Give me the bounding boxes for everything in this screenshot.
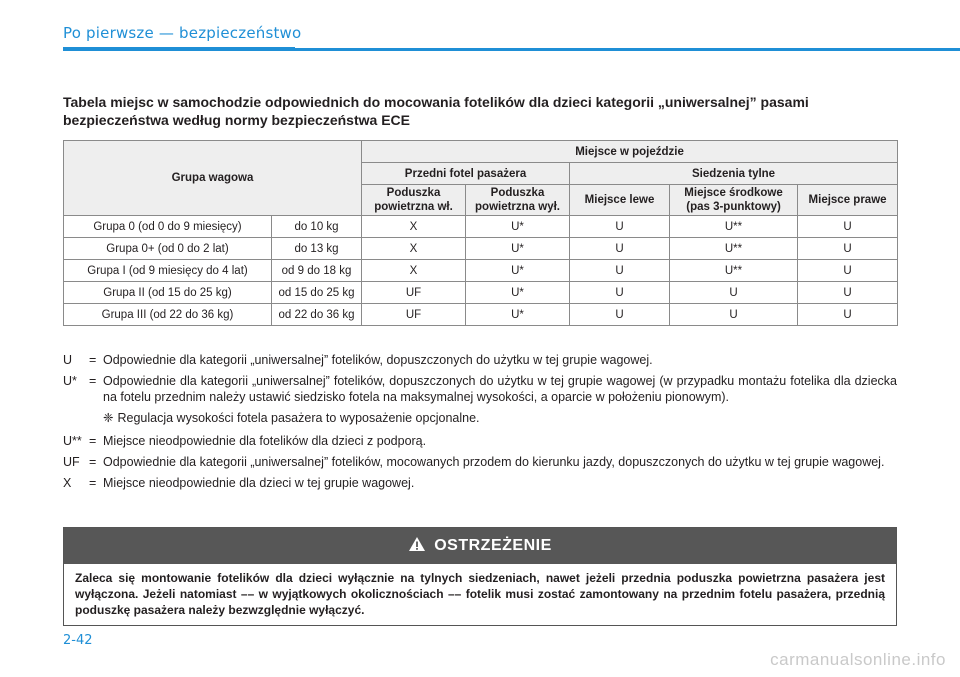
table-cell: U** (670, 238, 798, 260)
table-cell: Grupa 0 (od 0 do 9 miesięcy) (64, 216, 272, 238)
legend-item (63, 352, 897, 368)
table-cell: U* (466, 238, 570, 260)
warning-body: Zaleca się montowanie fotelików dla dzieci wyłącznie na tylnych siedzeniach, nawet jeżeli przednia poduszka powietrzna pasażera jest wyłączona. Jeżeli natomiast –– w wyjątkowych okolicznościach –– fotelik musi zostać zamontowany na przednim fotelu pasażera, przednią poduszkę pasażera należy bezwzględnie wyłączyć. (75, 571, 885, 617)
table-cell: U* (466, 260, 570, 282)
table-cell: X (362, 238, 466, 260)
table-cell: U (570, 304, 670, 326)
front-header: Przedni fotel pasażera (362, 163, 570, 185)
table-cell: U (798, 260, 898, 282)
table-cell: do 10 kg (272, 216, 362, 238)
table-title: Tabela miejsc w samochodzie odpowiednich do mocowania fotelików dla dzieci kategorii „uniwersalnej” pasami bezpieczeństwa według normy bezpieczeństwa ECE (63, 94, 809, 128)
table-cell: U (570, 260, 670, 282)
table-row (64, 216, 898, 238)
legend-eq: = (89, 353, 97, 367)
legend (63, 352, 897, 496)
table-cell: U** (670, 216, 798, 238)
sub-header: Miejsce lewe (570, 185, 670, 216)
note-mark-icon: ❈ (103, 411, 114, 425)
table-cell: U (670, 282, 798, 304)
table-cell: U (798, 238, 898, 260)
watermark: carmanualsonline.info (770, 650, 946, 669)
legend-item (63, 454, 897, 470)
legend-text: Miejsce nieodpowiednie dla dzieci w tej grupie wagowej. (103, 476, 415, 490)
legend-eq: = (89, 374, 97, 388)
table-cell: do 13 kg (272, 238, 362, 260)
table-cell: UF (362, 304, 466, 326)
note-text: Regulacja wysokości fotela pasażera to wyposażenie opcjonalne. (117, 411, 480, 425)
table-cell: Grupa III (od 22 do 36 kg) (64, 304, 272, 326)
table-cell: Grupa 0+ (od 0 do 2 lat) (64, 238, 272, 260)
table-row (64, 260, 898, 282)
sub-header: Poduszka powietrzna wł. (362, 185, 466, 216)
table-cell: od 9 do 18 kg (272, 260, 362, 282)
table-cell: od 22 do 36 kg (272, 304, 362, 326)
table-cell: X (362, 260, 466, 282)
seat-table (63, 140, 898, 326)
table-cell: Grupa I (od 9 miesięcy do 4 lat) (64, 260, 272, 282)
table-cell: U* (466, 216, 570, 238)
table-row (64, 282, 898, 304)
legend-text: Odpowiednie dla kategorii „uniwersalnej” fotelików, mocowanych przodem do kierunku jazdy, dopuszczonych do użytku w tej grupie wagowej. (103, 455, 885, 469)
legend-eq: = (89, 455, 97, 469)
table-row (64, 304, 898, 326)
legend-code: UF (63, 455, 80, 469)
table-cell: UF (362, 282, 466, 304)
legend-eq: = (89, 434, 97, 448)
legend-eq: = (89, 476, 97, 490)
legend-item (63, 373, 897, 405)
table-cell: U (798, 304, 898, 326)
page-number: 2-42 (63, 633, 93, 648)
table-row (64, 238, 898, 260)
sub-header: Poduszka powietrzna wył. (466, 185, 570, 216)
warning-box (63, 527, 897, 626)
table-cell: U (798, 282, 898, 304)
table-cell: X (362, 216, 466, 238)
legend-code: U** (63, 434, 82, 448)
table-cell: U* (466, 304, 570, 326)
legend-text: Odpowiednie dla kategorii „uniwersalnej” fotelików, dopuszczonych do użytku w tej grupie wagowej (w przypadku montażu fotelika dla dziecka na fotelu przednim należy ustawić siedzisko fotela na maksymalnej wysokości, a oparcie w położeniu pionowym). (103, 374, 897, 404)
legend-code: U* (63, 374, 77, 388)
legend-item (63, 475, 897, 491)
warning-header (64, 528, 896, 564)
section-header: Po pierwsze — bezpieczeństwo (63, 24, 302, 42)
table-cell: U (570, 238, 670, 260)
header-rule-accent (63, 47, 295, 51)
table-cell: Grupa II (od 15 do 25 kg) (64, 282, 272, 304)
sub-header: Miejsce środkowe (pas 3-punktowy) (670, 185, 798, 216)
legend-text: Odpowiednie dla kategorii „uniwersalnej” fotelików, dopuszczonych do użytku w tej grupie wagowej. (103, 353, 653, 367)
rear-header: Siedzenia tylne (570, 163, 898, 185)
seat-header: Miejsce w pojeździe (362, 141, 898, 163)
table-cell: od 15 do 25 kg (272, 282, 362, 304)
table-cell: U (798, 216, 898, 238)
legend-note (63, 410, 897, 426)
warning-heading: OSTRZEŻENIE (434, 537, 552, 554)
legend-code: U (63, 353, 73, 367)
legend-item (63, 433, 897, 449)
warning-triangle-icon (408, 536, 426, 557)
legend-text: Miejsce nieodpowiednie dla fotelików dla dzieci z podporą. (103, 434, 427, 448)
table-cell: U* (466, 282, 570, 304)
table-cell: U** (670, 260, 798, 282)
group-header: Grupa wagowa (64, 141, 362, 216)
table-cell: U (670, 304, 798, 326)
sub-header: Miejsce prawe (798, 185, 898, 216)
table-cell: U (570, 282, 670, 304)
table-cell: U (570, 216, 670, 238)
legend-code: X (63, 476, 72, 490)
